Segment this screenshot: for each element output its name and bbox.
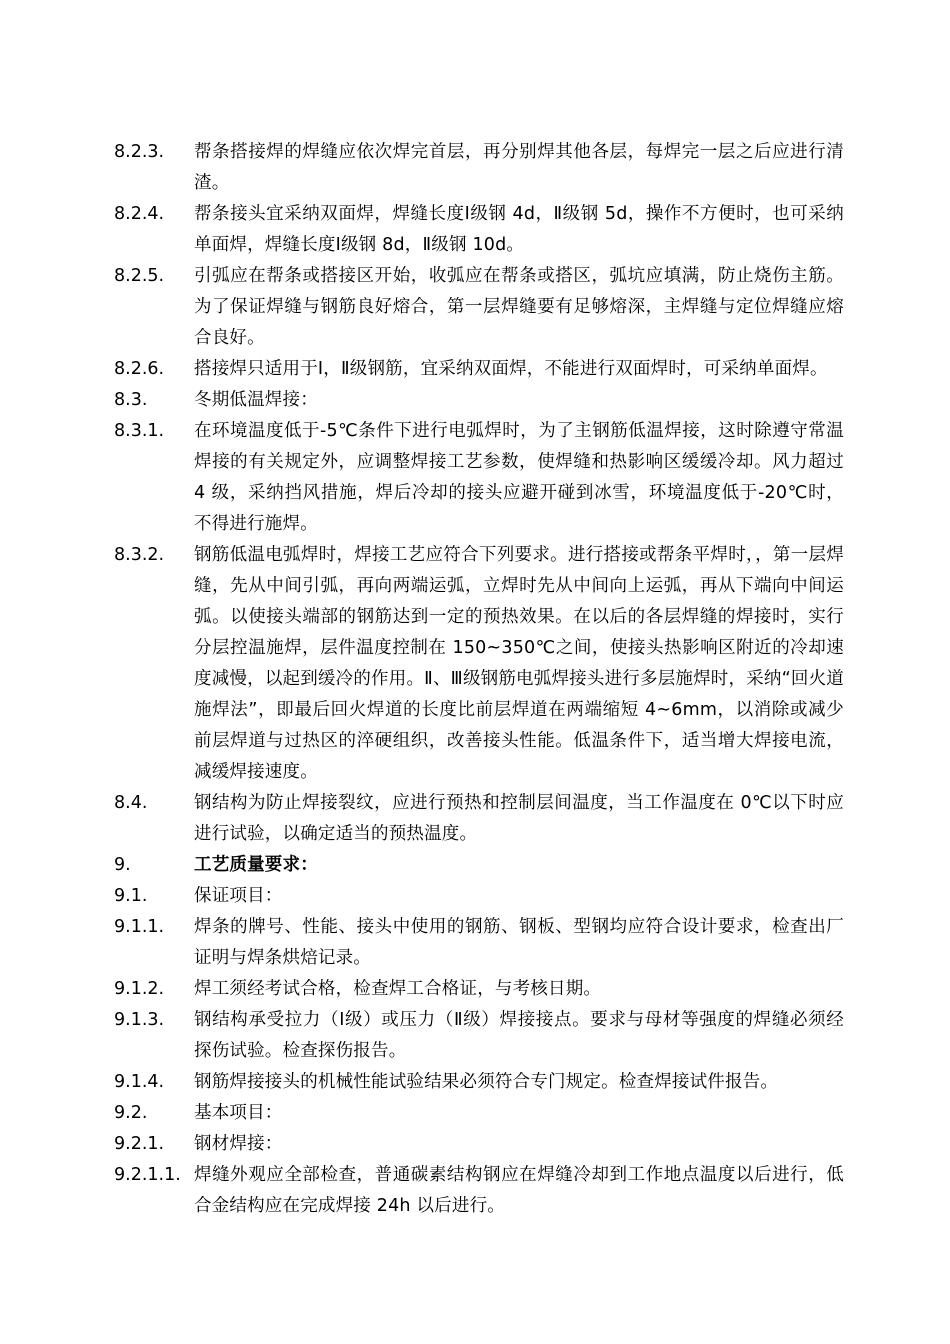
clause-text: 焊条的牌号、性能、接头中使用的钢筋、钢板、型钢均应符合设计要求，检查出厂证明与焊条烘焙记录。 [194, 917, 844, 968]
clause-number: 8.4. [114, 793, 148, 813]
clause-text: 钢筋焊接接头的机械性能试验结果必须符合专门规定。检查焊接试件报告。 [194, 1072, 779, 1092]
clause-number: 8.2.3. [114, 142, 165, 162]
section-title: 工艺质量要求： [194, 855, 318, 875]
clause-text: 冬期低温焊接： [194, 390, 318, 410]
clause-text: 钢结构承受拉力（Ⅰ级）或压力（Ⅱ级）焊接接点。要求与母材等强度的焊缝必须经探伤试验。检查探伤报告。 [194, 1010, 844, 1061]
clause-text: 在环境温度低于-5℃条件下进行电弧焊时，为了主钢筋低温焊接，这时除遵守常温焊接的有关规定外，应调整焊接工艺参数，使焊缝和热影响区缓缓冷却。风力超过 4 级，采纳挡风措施，焊后冷却的接头应避开碰到冰雪，环境温度低于-20℃时，不得进行施焊。 [194, 421, 844, 534]
clause-8-3-2 [114, 540, 844, 788]
clause-9-1-4 [114, 1067, 844, 1098]
clause-number: 8.2.6. [114, 359, 165, 379]
clause-number: 9. [114, 855, 131, 875]
clause-number: 8.3. [114, 390, 148, 410]
clause-number: 8.3.2. [114, 545, 165, 565]
clause-9-1-2 [114, 974, 844, 1005]
clause-number: 9.2.1. [114, 1134, 165, 1154]
clause-8-2-5 [114, 261, 844, 354]
clause-number: 9.2. [114, 1103, 148, 1123]
clause-8-2-6 [114, 354, 844, 385]
clause-text: 钢筋低温电弧焊时，焊接工艺应符合下列要求。进行搭接或帮条平焊时，，第一层焊缝，先从中间引弧，再向两端运弧，立焊时先从中间向上运弧，再从下端向中间运弧。以使接头端部的钢筋达到一定的预热效果。在以后的各层焊缝的焊接时，实行分层控温施焊，层件温度控制在 150~350℃之间，使接头热影响区附近的冷却速度减慢，以起到缓冷的作用。Ⅱ、Ⅲ级钢筋电弧焊接头进行多层施焊时，采纳“回火道施焊法”，即最后回火焊道的长度比前层焊道在两端缩短 4~6mm，以消除或减少前层焊道与过热区的淬硬组织，改善接头性能。低温条件下，适当增大焊接电流，减缓焊接速度。 [194, 545, 844, 782]
clause-text: 焊缝外观应全部检查，普通碳素结构钢应在焊缝冷却到工作地点温度以后进行，低合金结构应在完成焊接 24h 以后进行。 [194, 1165, 844, 1216]
clause-text: 引弧应在帮条或搭接区开始，收弧应在帮条或搭区，弧坑应填满，防止烧伤主筋。为了保证焊缝与钢筋良好熔合，第一层焊缝要有足够熔深，主焊缝与定位焊缝应熔合良好。 [194, 266, 844, 348]
clause-number: 9.1. [114, 886, 148, 906]
clause-number: 9.1.4. [114, 1072, 165, 1092]
clause-9-2 [114, 1098, 844, 1129]
clause-number: 9.2.1.1. [114, 1165, 181, 1185]
clause-8-2-3 [114, 137, 844, 199]
clause-number: 9.1.3. [114, 1010, 165, 1030]
clause-text: 保证项目： [194, 886, 283, 906]
clause-text: 帮条接头宜采纳双面焊，焊缝长度Ⅰ级钢 4d，Ⅱ级钢 5d，操作不方便时，也可采纳单面焊，焊缝长度Ⅰ级钢 8d，Ⅱ级钢 10d。 [194, 204, 844, 255]
clause-9-1 [114, 881, 844, 912]
clause-9-1-3 [114, 1005, 844, 1067]
clause-text: 钢材焊接： [194, 1134, 283, 1154]
clause-text: 基本项目： [194, 1103, 283, 1123]
clause-number: 9.1.2. [114, 979, 165, 999]
clause-text: 搭接焊只适用于Ⅰ，Ⅱ级钢筋，宜采纳双面焊，不能进行双面焊时，可采纳单面焊。 [194, 359, 828, 379]
document-body [114, 137, 844, 1222]
clause-text: 帮条搭接焊的焊缝应依次焊完首层，再分别焊其他各层，每焊完一层之后应进行清渣。 [194, 142, 844, 193]
clause-9-2-1-1 [114, 1160, 844, 1222]
clause-8-3-1 [114, 416, 844, 540]
clause-8-2-4 [114, 199, 844, 261]
clause-text: 钢结构为防止焊接裂纹，应进行预热和控制层间温度，当工作温度在 0℃以下时应进行试验，以确定适当的预热温度。 [194, 793, 844, 844]
clause-9-2-1 [114, 1129, 844, 1160]
clause-9-1-1 [114, 912, 844, 974]
section-heading-9 [114, 850, 844, 881]
clause-8-4 [114, 788, 844, 850]
clause-text: 焊工须经考试合格，检查焊工合格证，与考核日期。 [194, 979, 602, 999]
clause-number: 9.1.1. [114, 917, 165, 937]
clause-number: 8.2.5. [114, 266, 165, 286]
clause-number: 8.3.1. [114, 421, 165, 441]
clause-8-3 [114, 385, 844, 416]
clause-number: 8.2.4. [114, 204, 165, 224]
